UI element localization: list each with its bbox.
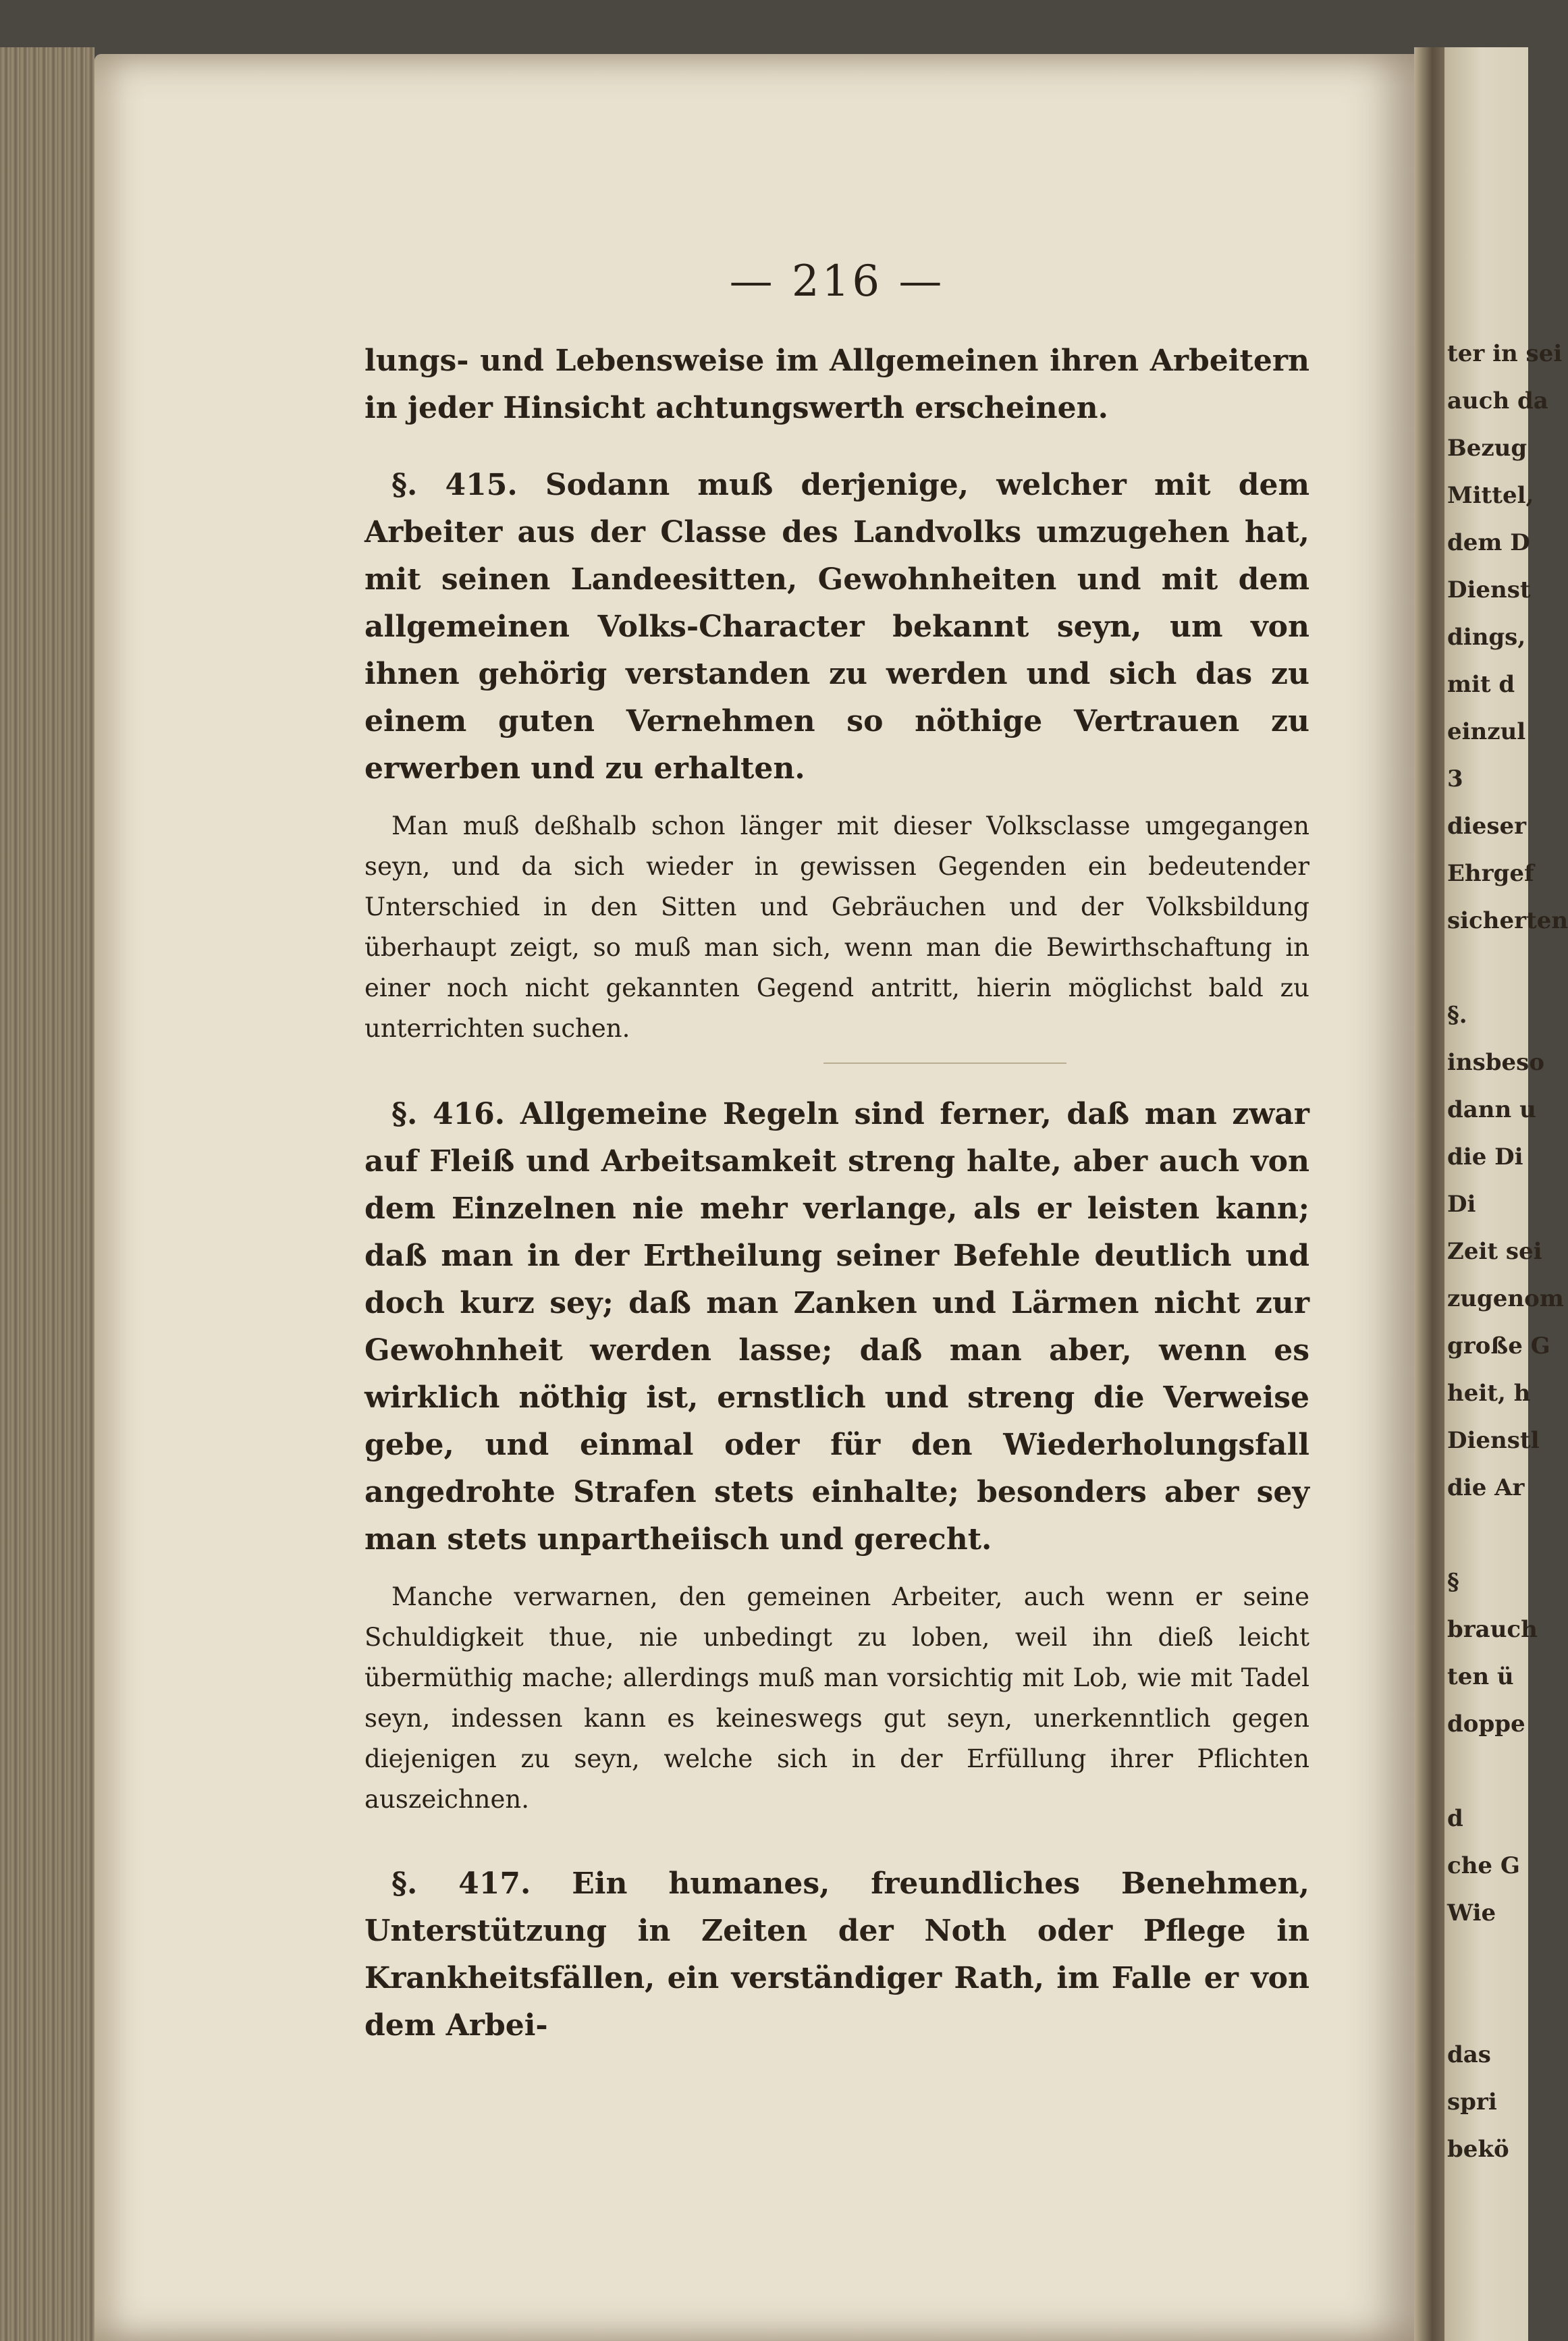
facing-page-fragment-line: Di [1447,1191,1476,1218]
facing-page-fragment-line: insbeso [1447,1049,1545,1076]
facing-page-fragment-line: große G [1447,1333,1550,1360]
facing-page-fragment-line: Bezug [1447,435,1528,462]
divider-rule [823,1062,1066,1064]
facing-page-fragment-line: 3 [1447,765,1463,792]
book-page-edges [0,47,94,2341]
facing-page-fragment-line: che G [1447,1852,1520,1879]
page-number: — 216 — [729,257,945,306]
paragraph-section-417 [364,1860,1309,2049]
facing-page-fragment-line: die Ar [1447,1474,1525,1501]
facing-page-fragment-line: mit d [1447,671,1515,698]
facing-page-fragment-line: Dienst [1447,576,1531,603]
facing-page-fragment-line: auch da [1447,387,1548,414]
facing-page-fragment-line: dem D [1447,529,1530,556]
facing-page-fragment-line: d [1447,1805,1463,1832]
paragraph-section-416 [364,1091,1309,1563]
facing-page-fragment [1444,47,1568,2341]
facing-page-fragment-line: doppe [1447,1711,1525,1738]
facing-page-fragment-line: Mittel, [1447,482,1534,509]
facing-page-fragment-line: einzul [1447,718,1526,745]
facing-page-fragment-line [1447,1748,1528,1796]
facing-page-fragment-line: Dienstl [1447,1427,1540,1454]
facing-page-fragment-line: dann u [1447,1096,1536,1123]
facing-page-fragment-line [1447,1985,1528,2032]
facing-page-fragment-line [1447,945,1528,992]
facing-page-fragment-line [1447,1937,1528,1985]
facing-page-fragment-line: spri [1447,2089,1497,2116]
facing-page-fragment-line: ten ü [1447,1663,1514,1690]
paragraph-text: Ein humanes, freundliches Benehmen, Unterstützung in Zeiten der Noth oder Pflege in Krankheitsfällen, ein verständiger Rath, im Falle er von dem Arbei- [364,1866,1309,2043]
paragraph-continuation: lungs- und Lebensweise im Allgemeinen ihren Arbeitern in jeder Hinsicht achtungswerth erscheinen. [364,344,1309,425]
facing-page-fragment-line: sicherten [1447,907,1568,934]
section-number: §. 416. [391,1097,506,1131]
facing-page-fragment-line: heit, h [1447,1380,1531,1407]
facing-page-fragment-line: dieser [1447,813,1527,840]
facing-page-fragment-line: §. [1447,1002,1467,1029]
facing-page-fragment-line [1447,1512,1528,1559]
facing-page-fragment-line: dings, [1447,624,1526,651]
facing-page-fragment-line: die Di [1447,1143,1523,1170]
section-number: §. 415. [391,468,518,502]
facing-page-fragment-line: bekö [1447,2136,1509,2163]
facing-page-fragment-line: ter in sei [1447,340,1563,367]
paragraph-text: Allgemeine Regeln sind ferner, daß man zwar auf Fleiß und Arbeitsamkeit streng halte, aber auch von dem Einzelnen nie mehr verlange, als er leisten kann; daß man in der Ertheilung seiner Befehle deutlich und doch kurz sey; daß man Zanken und Lärmen nicht zur Gewohnheit werden lasse; daß man aber, wenn es wirklich nöthig ist, ernstlich und streng die Verweise gebe, und einmal oder für den Wiederholungsfall angedrohte Strafen stets einhalte; besonders aber sey man stets unpartheiisch und gerecht. [364,1097,1309,1557]
facing-page-text-column [1447,331,1568,2174]
facing-page-fragment-line: Wie [1447,1900,1496,1927]
facing-page-fragment-line: zugenom [1447,1285,1564,1312]
facing-page-fragment-line: § [1447,1569,1459,1596]
facing-page-fragment-line: das [1447,2041,1491,2068]
paragraph-section-415 [364,462,1309,792]
note-section-415: Man muß deßhalb schon länger mit dieser Volksclasse umgegangen seyn, und da sich wieder in gewissen Gegenden ein bedeutender Unterschied in den Sitten und Gebräuchen und der Volksbildung überhaupt zeigt, so muß man sich, wenn man die Bewirthschaftung in einer noch nicht gekannten Gegend antritt, hierin möglichst bald zu unterrichten suchen. [364,811,1309,1043]
facing-page-fragment-line: brauch [1447,1616,1538,1643]
note-section-416: Manche verwarnen, den gemeinen Arbeiter, auch wenn er seine Schuldigkeit thue, nie unbedingt zu loben, weil ihn dieß leicht übermüthig mache; allerdings muß man vorsichtig mit Lob, wie mit Tadel seyn, indessen kann es keineswegs gut seyn, unerkenntlich gegen diejenigen zu seyn, welche sich in der Erfüllung ihrer Pflichten auszeichnen. [364,1582,1309,1814]
section-number: §. 417. [391,1866,531,1901]
page-text-block [364,257,1309,2214]
paragraph-text: Sodann muß derjenige, welcher mit dem Arbeiter aus der Classe des Landvolks umzugehen hat, mit seinen Landeesitten, Gewohnheiten und mit dem allgemeinen Volks-Character bekannt seyn, um von ihnen gehörig verstanden zu werden und sich das zu einem guten Vernehmen so nöthige Vertrauen zu erwerben und zu erhalten. [364,468,1310,786]
facing-page-fragment-line: Ehrgef [1447,860,1534,887]
facing-page-fragment-line: Zeit sei [1447,1238,1542,1265]
